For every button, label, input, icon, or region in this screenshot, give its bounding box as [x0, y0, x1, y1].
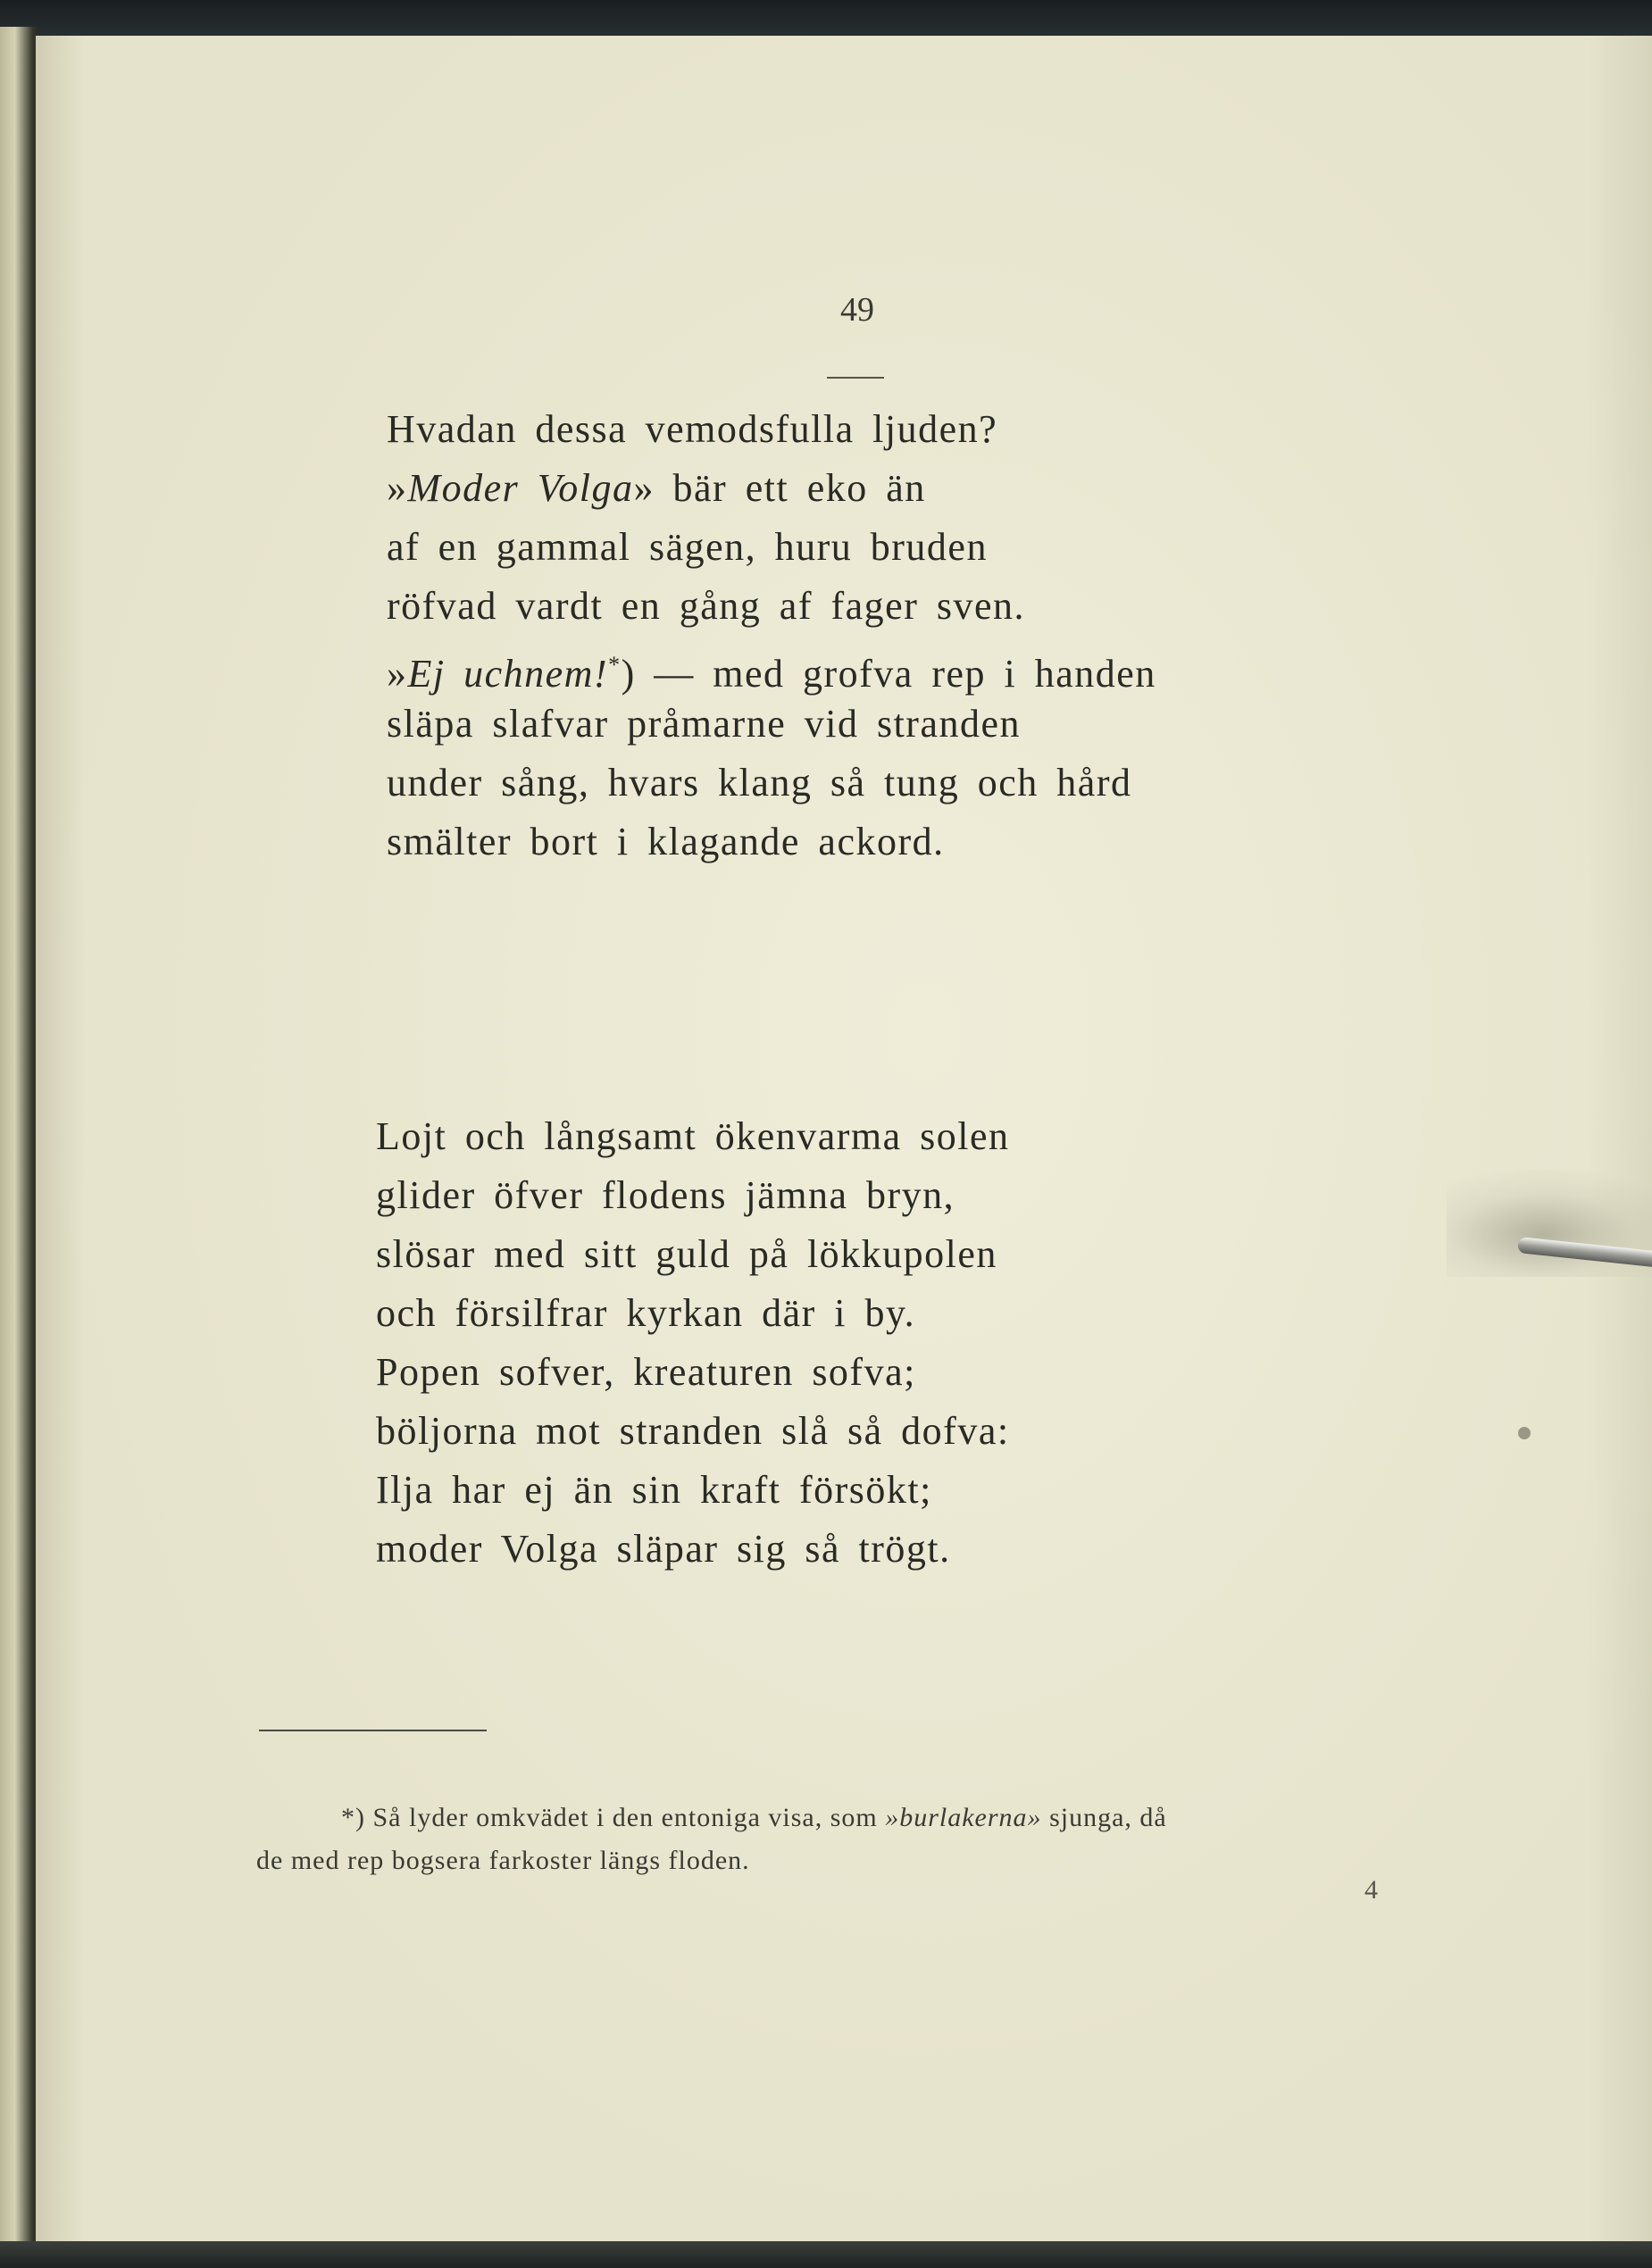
stanza-2-line-7: Ilja har ej än sin kraft försökt;	[376, 1468, 932, 1512]
quote-open: »	[387, 466, 408, 510]
scanner-bottom-edge	[0, 2241, 1652, 2268]
book-page	[36, 36, 1652, 2246]
stanza-2-line-5: Popen sofver, kreaturen sofva;	[376, 1350, 916, 1394]
page-number: 49	[840, 291, 874, 329]
stanza-2-line-2: glider öfver flodens jämna bryn,	[376, 1173, 955, 1217]
stanza-1-line-1: Hvadan dessa vemodsfulla ljuden?	[387, 407, 998, 451]
footnote-rule	[259, 1730, 487, 1731]
footnote-marker: *)	[341, 1803, 365, 1832]
stanza-2-line-3: slösar med sitt guld på lökkupolen	[376, 1232, 997, 1276]
stanza-1-line-4: röfvad vardt en gång af fager sven.	[387, 584, 1025, 628]
page-number-rule	[827, 377, 884, 379]
stanza-1-line-7: under sång, hvars klang så tung och hård	[387, 761, 1132, 805]
footnote-line-1	[256, 1797, 1417, 1839]
stanza-1-line-3: af en gammal sägen, huru bruden	[387, 525, 988, 569]
line-rest: ) — med grofva rep i handen	[621, 652, 1156, 696]
footnote-line-2: de med rep bogsera farkoster längs floden.	[256, 1846, 750, 1875]
stanza-2-line-1: Lojt och långsamt ökenvarma solen	[376, 1114, 1010, 1158]
footnote-text-end: sjunga, då	[1041, 1803, 1167, 1832]
footnote-ref[interactable]: *	[608, 652, 622, 678]
footnote-burlakerna: »burlakerna»	[885, 1803, 1042, 1832]
signature-mark: 4	[1364, 1875, 1378, 1905]
stanza-2-line-4: och försilfrar kyrkan där i by.	[376, 1291, 916, 1335]
stanza-1-line-8: smälter bort i klagande ackord.	[387, 820, 945, 863]
stanza-1-line-5	[387, 636, 1156, 695]
book-spine-edge	[0, 27, 38, 2250]
footnote-text: Så lyder omkvädet i den entoniga visa, som	[365, 1803, 886, 1832]
paper-spot	[1518, 1427, 1531, 1439]
line-rest: » bär ett eko än	[633, 466, 926, 510]
phrase-ej-uchnem: Ej uchnem!	[407, 652, 609, 696]
stanza-1-line-6: släpa slafvar pråmarne vid stranden	[387, 702, 1022, 746]
stanza-2-line-8: moder Volga släpar sig så trögt.	[376, 1527, 951, 1571]
title-moder-volga: Moder Volga	[407, 466, 634, 510]
footnote	[256, 1797, 1417, 1882]
stanza-2	[376, 1107, 1010, 1579]
stanza-2-line-6: böljorna mot stranden slå så dofva:	[376, 1409, 1010, 1453]
stanza-1	[387, 400, 1156, 871]
quote-open: »	[387, 652, 408, 696]
stanza-1-line-2	[387, 459, 1156, 518]
